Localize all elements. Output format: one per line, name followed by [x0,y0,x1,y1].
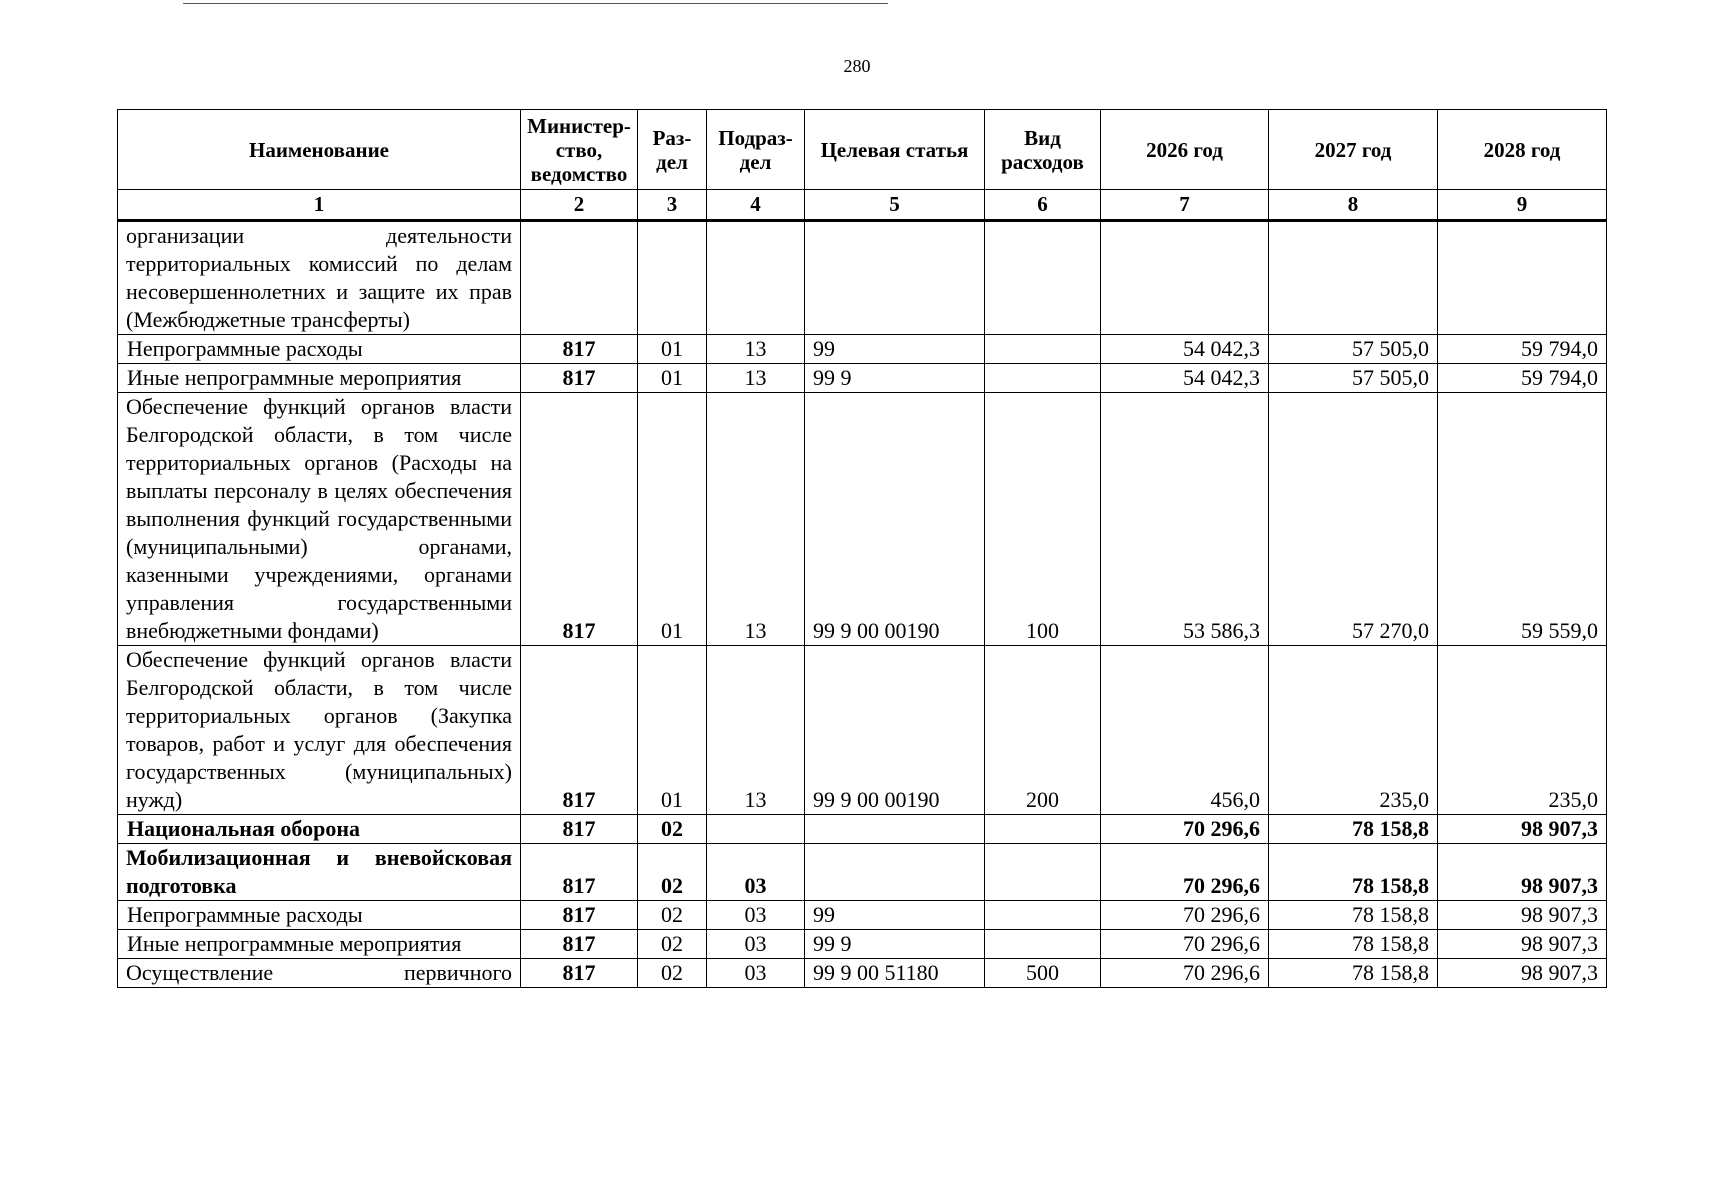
row-ministry [521,221,638,335]
row-2026: 70 296,6 [1101,959,1269,988]
row-section: 01 [638,393,707,646]
row-ministry: 817 [521,646,638,815]
row-2026: 70 296,6 [1101,844,1269,901]
row-target [805,844,985,901]
row-section: 02 [638,930,707,959]
row-subsection: 03 [707,930,805,959]
column-number: 7 [1101,190,1269,221]
header-2027: 2027 год [1269,110,1438,190]
header-row [118,110,1607,190]
row-2028: 98 907,3 [1438,901,1607,930]
column-number: 2 [521,190,638,221]
table-row [118,646,1607,815]
row-section [638,221,707,335]
row-2026: 456,0 [1101,646,1269,815]
row-target: 99 9 [805,364,985,393]
row-section: 01 [638,646,707,815]
row-expense-type [985,844,1101,901]
row-target [805,221,985,335]
column-number: 6 [985,190,1101,221]
row-ministry: 817 [521,335,638,364]
row-expense-type: 200 [985,646,1101,815]
column-number: 8 [1269,190,1438,221]
row-2028: 59 559,0 [1438,393,1607,646]
row-2026 [1101,221,1269,335]
row-ministry: 817 [521,901,638,930]
row-2027 [1269,221,1438,335]
row-target: 99 [805,901,985,930]
row-subsection: 03 [707,959,805,988]
row-2027: 57 505,0 [1269,335,1438,364]
row-name: Обеспечение функций органов власти Белгородской области, в том числе территориальных органов (Закупка товаров, работ и услуг для обеспечения государственных (муниципальных) нужд) [118,646,521,815]
row-target: 99 [805,335,985,364]
row-subsection: 13 [707,393,805,646]
row-ministry: 817 [521,930,638,959]
row-2027: 235,0 [1269,646,1438,815]
table-row [118,930,1607,959]
row-name: Национальная оборона [118,815,521,844]
top-rule [183,3,888,4]
row-2026: 54 042,3 [1101,364,1269,393]
table-row [118,844,1607,901]
row-2026: 70 296,6 [1101,815,1269,844]
row-2027: 78 158,8 [1269,930,1438,959]
row-2028: 98 907,3 [1438,815,1607,844]
row-name: Иные непрограммные мероприятия [118,930,521,959]
table-row [118,815,1607,844]
row-ministry: 817 [521,959,638,988]
row-expense-type: 100 [985,393,1101,646]
row-target: 99 9 00 00190 [805,646,985,815]
row-subsection [707,815,805,844]
row-2028: 59 794,0 [1438,335,1607,364]
header-expense-type: Вид расходов [985,110,1101,190]
row-subsection: 13 [707,646,805,815]
row-target: 99 9 [805,930,985,959]
row-section: 02 [638,815,707,844]
row-section: 02 [638,901,707,930]
row-2027: 78 158,8 [1269,815,1438,844]
row-2026: 70 296,6 [1101,930,1269,959]
row-2027: 78 158,8 [1269,901,1438,930]
row-subsection: 03 [707,844,805,901]
header-2028: 2028 год [1438,110,1607,190]
row-expense-type [985,364,1101,393]
row-section: 01 [638,364,707,393]
row-target: 99 9 00 00190 [805,393,985,646]
row-section: 01 [638,335,707,364]
row-2028: 98 907,3 [1438,930,1607,959]
budget-table [117,109,1607,988]
row-subsection: 13 [707,335,805,364]
column-number: 3 [638,190,707,221]
row-section: 02 [638,959,707,988]
row-expense-type [985,901,1101,930]
column-number: 5 [805,190,985,221]
header-name: Наименование [118,110,521,190]
row-target: 99 9 00 51180 [805,959,985,988]
row-name: Осуществление первичного [118,959,521,988]
row-ministry: 817 [521,815,638,844]
row-2027: 78 158,8 [1269,959,1438,988]
row-subsection: 03 [707,901,805,930]
header-section: Раз-дел [638,110,707,190]
column-number: 4 [707,190,805,221]
header-target: Целевая статья [805,110,985,190]
row-2027: 78 158,8 [1269,844,1438,901]
table-row [118,959,1607,988]
table-row [118,335,1607,364]
row-expense-type [985,221,1101,335]
table-row [118,393,1607,646]
row-2026: 53 586,3 [1101,393,1269,646]
page-number: 280 [843,56,871,76]
row-name: Иные непрограммные мероприятия [118,364,521,393]
row-2026: 54 042,3 [1101,335,1269,364]
row-2026: 70 296,6 [1101,901,1269,930]
row-subsection [707,221,805,335]
row-ministry: 817 [521,364,638,393]
row-ministry: 817 [521,844,638,901]
header-2026: 2026 год [1101,110,1269,190]
table-header [118,110,1607,221]
row-name: организации деятельности территориальных комиссий по делам несовершеннолетних и защите их прав (Межбюджетные трансферты) [118,221,521,335]
row-expense-type [985,815,1101,844]
row-name: Обеспечение функций органов власти Белгородской области, в том числе территориальных органов (Расходы на выплаты персоналу в целях обеспечения выполнения функций государственными (муниципальными) органами, казенными учреждениями, органами управления государственными внебюджетными фондами) [118,393,521,646]
row-2028: 98 907,3 [1438,844,1607,901]
row-section: 02 [638,844,707,901]
row-2028 [1438,221,1607,335]
row-2027: 57 270,0 [1269,393,1438,646]
table-row [118,364,1607,393]
table-row [118,901,1607,930]
table-row [118,221,1607,335]
column-number-row [118,190,1607,221]
row-2027: 57 505,0 [1269,364,1438,393]
column-number: 9 [1438,190,1607,221]
row-name: Непрограммные расходы [118,335,521,364]
row-2028: 235,0 [1438,646,1607,815]
row-ministry: 817 [521,393,638,646]
row-name: Мобилизационная и вневойсковая подготовка [118,844,521,901]
header-subsection: Подраз-дел [707,110,805,190]
row-target [805,815,985,844]
row-subsection: 13 [707,364,805,393]
row-expense-type [985,335,1101,364]
row-2028: 59 794,0 [1438,364,1607,393]
row-expense-type [985,930,1101,959]
column-number: 1 [118,190,521,221]
row-2028: 98 907,3 [1438,959,1607,988]
row-name: Непрограммные расходы [118,901,521,930]
row-expense-type: 500 [985,959,1101,988]
header-ministry: Министер-ство, ведомство [521,110,638,190]
